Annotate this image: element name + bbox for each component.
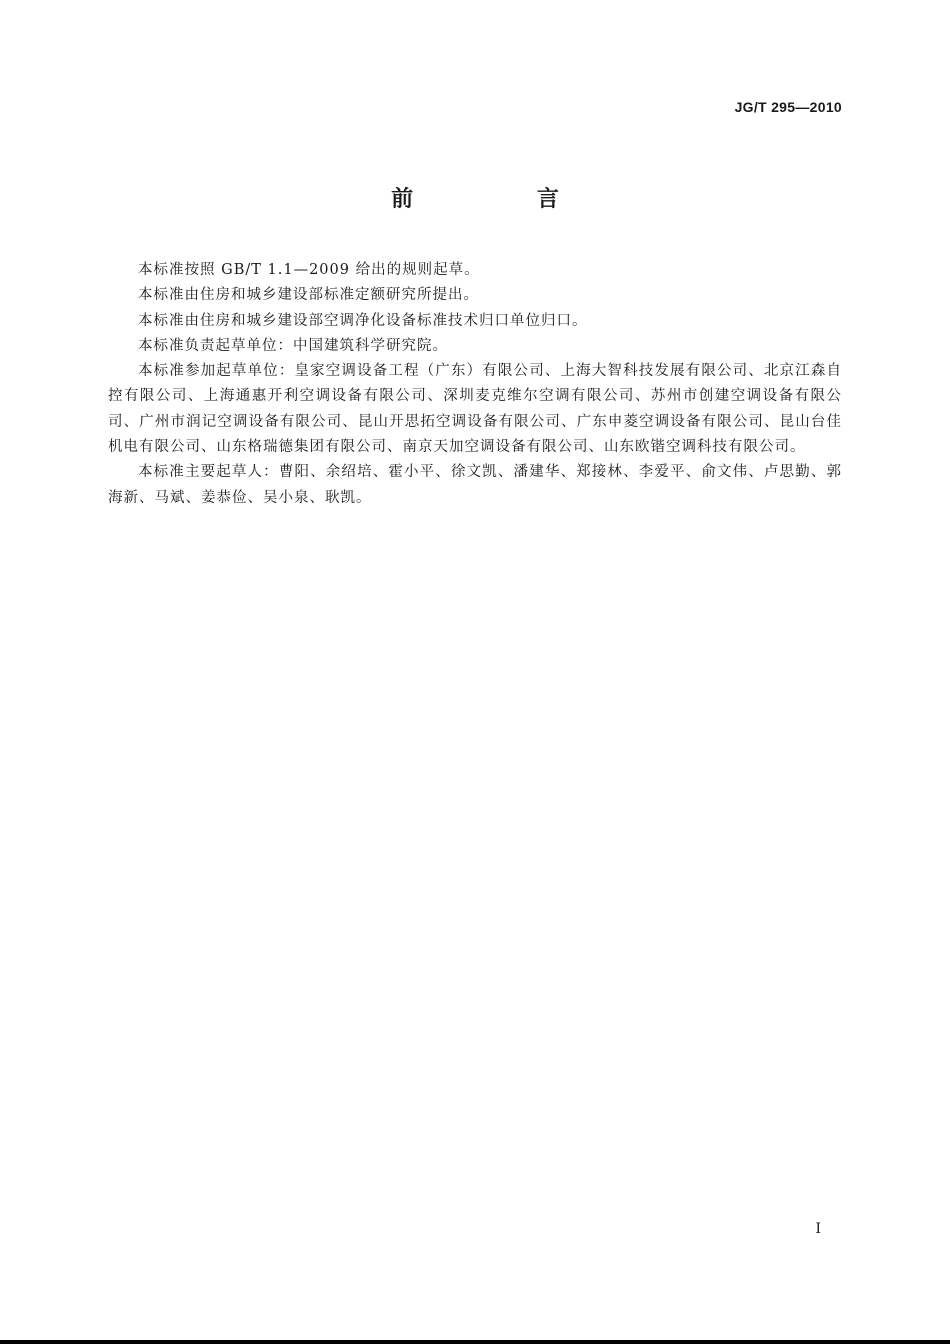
paragraph-participating-units: 本标准参加起草单位：皇家空调设备工程（广东）有限公司、上海大智科技发展有限公司、北京江森自控有限公司、上海通惠开利空调设备有限公司、深圳麦克维尔空调有限公司、苏州市创建空调设备有限公司、广州市润记空调设备有限公司、昆山开思拓空调设备有限公司、广东申菱空调设备有限公司、昆山台佳机电有限公司、山东格瑞德集团有限公司、南京天加空调设备有限公司、山东欧锴空调科技有限公司。 [108, 363, 842, 456]
paragraph-proposed-by: 本标准由住房和城乡建设部标准定额研究所提出。 [138, 287, 479, 304]
paragraph-lead-drafter: 本标准负责起草单位：中国建筑科学研究院。 [138, 337, 448, 354]
foreword-body [108, 258, 842, 511]
page-title: 前 言 [391, 187, 617, 212]
page-number: I [815, 1221, 821, 1237]
paragraph-main-drafters: 本标准主要起草人：曹阳、余绍培、霍小平、徐文凯、潘建华、郑接林、李爱平、俞文伟、卢思勤、郭海新、马斌、姜恭俭、吴小泉、耿凯。 [108, 464, 842, 506]
paragraph-centralized-by: 本标准由住房和城乡建设部空调净化设备标准技术归口单位归口。 [138, 312, 588, 329]
bottom-rule [0, 1340, 950, 1344]
paragraph-drafting-rules: 本标准按照 GB/T 1.1—2009 给出的规则起草。 [138, 262, 480, 278]
standard-code: JG/T 295—2010 [734, 99, 842, 115]
